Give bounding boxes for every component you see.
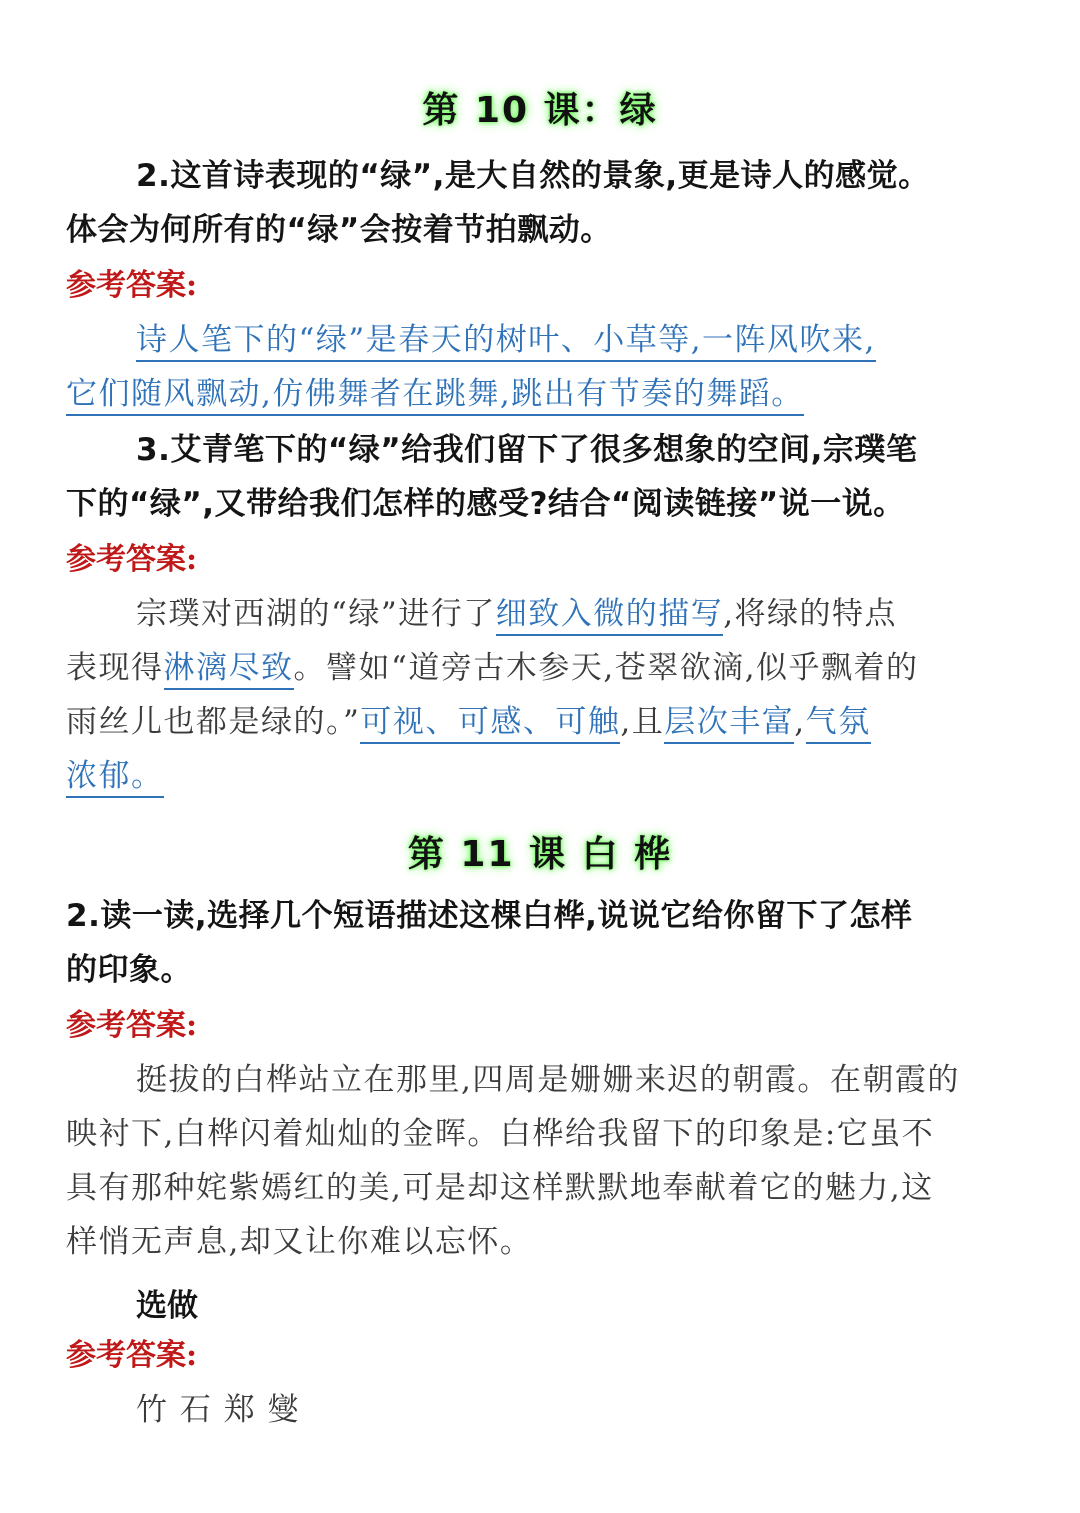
- optional-answer: 竹 石 郑 燮: [136, 1392, 301, 1428]
- answer-label: 参考答案:: [66, 542, 198, 577]
- answer-3-line-4: [66, 756, 1016, 800]
- answer-label: 参考答案:: [66, 1008, 198, 1043]
- answer-3-highlight: 淋漓尽致: [164, 650, 294, 690]
- answer-3-text: 雨丝儿也都是绿的。”: [66, 704, 361, 740]
- answer-3-text: 表现得: [66, 650, 164, 686]
- question-2-line-1: 2.读一读,选择几个短语描述这棵白桦,说说它给你留下了怎样: [66, 898, 913, 934]
- answer-line-1: 挺拔的白桦站立在那里,四周是姗姗来迟的朝霞。在朝霞的: [136, 1062, 960, 1098]
- answer-3-text: ,将绿的特点: [723, 596, 898, 632]
- answer-2-line-2: [66, 374, 1016, 418]
- question-3-line-1: 3.艾青笔下的“绿”给我们留下了很多想象的空间,宗璞笔: [136, 432, 918, 468]
- answer-3-highlight: 层次丰富: [664, 704, 794, 744]
- answer-2-text-1: 诗人笔下的“绿”是春天的树叶、小草等,一阵风吹来,: [136, 322, 876, 362]
- answer-3-text: ,且: [620, 704, 665, 740]
- answer-3-text: ,: [794, 704, 806, 740]
- lesson-11-heading: 第 11 课 白 桦: [407, 834, 673, 875]
- answer-label: 参考答案:: [66, 268, 198, 303]
- answer-3-highlight: 可视、可感、可触: [360, 704, 620, 744]
- answer-2-text-2: 它们随风飘动,仿佛舞者在跳舞,跳出有节奏的舞蹈。: [66, 376, 804, 416]
- answer-3-highlight: 气氛: [806, 704, 871, 744]
- question-3-line-2: 下的“绿”,又带给我们怎样的感受?结合“阅读链接”说一说。: [66, 486, 905, 522]
- answer-3-line-2: [66, 648, 1016, 692]
- answer-3-text: 宗璞对西湖的“绿”进行了: [136, 596, 496, 632]
- answer-label: 参考答案:: [66, 1338, 198, 1373]
- answer-line-3: 具有那种姹紫嫣红的美,可是却这样默默地奉献着它的魅力,这: [66, 1170, 934, 1206]
- answer-line-4: 样悄无声息,却又让你难以忘怀。: [66, 1224, 533, 1260]
- question-2-line-1: 2.这首诗表现的“绿”,是大自然的景象,更是诗人的感觉。: [136, 158, 930, 194]
- answer-3-text: 。譬如“道旁古木参天,苍翠欲滴,似乎飘着的: [293, 650, 919, 686]
- answer-line-2: 映衬下,白桦闪着灿灿的金晖。白桦给我留下的印象是:它虽不: [66, 1116, 935, 1152]
- question-2-line-2: 的印象。: [66, 952, 192, 988]
- answer-2-line-1: [136, 320, 1016, 364]
- answer-3-line-3: [66, 702, 1016, 746]
- optional-label: 选做: [136, 1288, 198, 1324]
- lesson-10-heading: 第 10 课：绿: [422, 90, 658, 131]
- answer-3-highlight: 细致入微的描写: [496, 596, 724, 636]
- question-2-line-2: 体会为何所有的“绿”会按着节拍飘动。: [66, 212, 612, 248]
- answer-3-highlight: 浓郁。: [66, 758, 164, 798]
- answer-3-line-1: [136, 594, 1016, 638]
